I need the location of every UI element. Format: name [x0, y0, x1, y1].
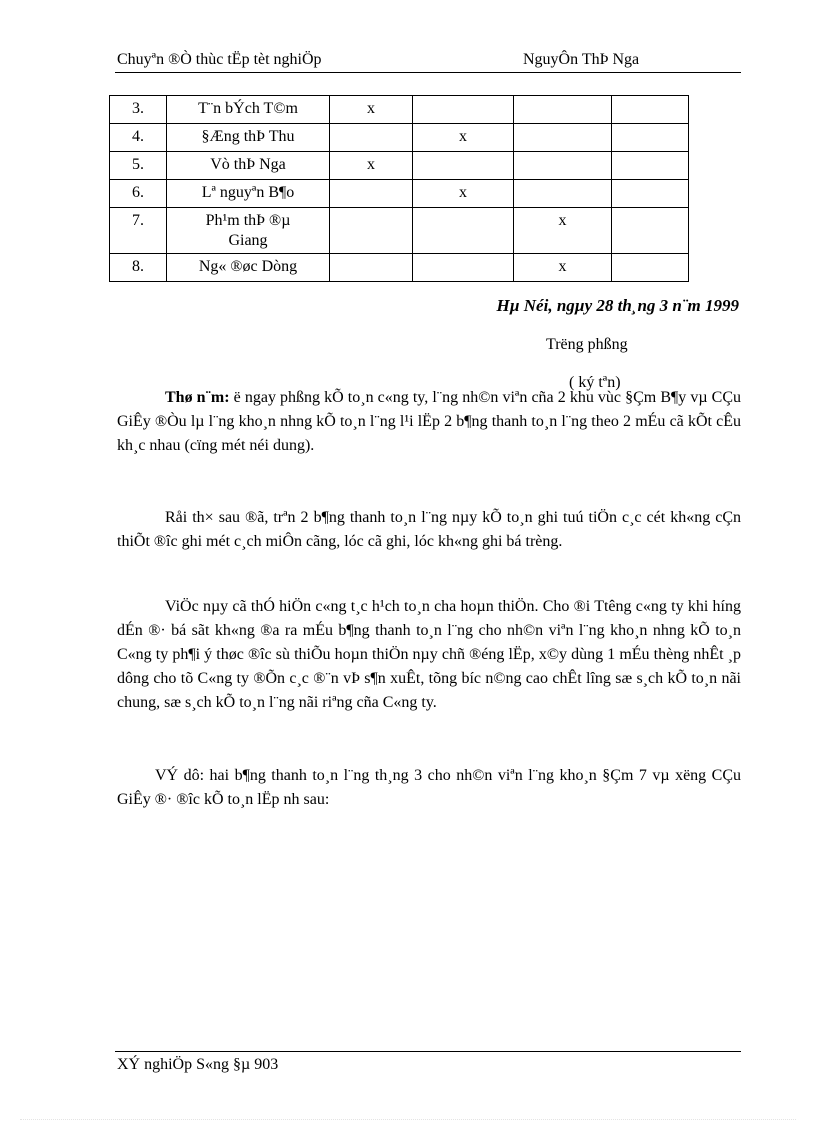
row-mark: [514, 152, 611, 155]
row-mark: [413, 254, 513, 257]
table-row: [110, 96, 689, 124]
row-mark: x: [459, 128, 467, 145]
row-name: §Æng thÞ Thu: [201, 128, 295, 145]
paragraph-4: VÝ dô: hai b¶ng thanh to¸n l¨ng th¸ng 3 cho nh©n viªn l¨ng kho¸n §Çm 7 vµ xëng CÇu GiÊy ®· ®îc kÕ to¸n lËp nh sau:: [117, 767, 741, 808]
signature-title: Trëng phßng: [546, 336, 628, 353]
row-mark: [413, 96, 513, 99]
row-mark: [514, 96, 611, 99]
header-author: NguyÔn ThÞ Nga: [523, 51, 640, 68]
page-edge-divider: [20, 1119, 796, 1120]
row-number: 6.: [132, 184, 144, 201]
row-mark: [612, 208, 688, 211]
row-number: 5.: [132, 156, 144, 173]
table-row: [110, 180, 689, 208]
row-mark: [612, 124, 688, 127]
row-name: Ng« ®øc Dòng: [198, 258, 298, 275]
row-mark: [330, 124, 412, 127]
footer-rule: [115, 1051, 741, 1052]
table-row: [110, 124, 689, 152]
row-mark: x: [367, 100, 375, 117]
paragraph-1-text: ë ngay phßng kÕ to¸n c«ng ty, l¨ng nh©n viªn cña 2 khu vùc §Çm B¶y vµ CÇu GiÊy ®Òu lµ l¨ng kho¸n nhng kÕ to¸n l¨ng l¹i lËp 2 b¶ng thanh to¸n l¨ng theo 2 mÉu cã kÕt cÊu kh¸c nhau (cïng mét néi dung).: [117, 389, 742, 454]
row-mark: [612, 96, 688, 99]
page-header: [115, 50, 741, 73]
row-mark: x: [367, 156, 375, 173]
row-mark: x: [558, 212, 567, 229]
table-row: [110, 152, 689, 180]
header-document-title: Chuyªn ®Ò thùc tËp tèt nghiÖp: [117, 51, 322, 68]
row-mark: [612, 152, 688, 155]
row-mark: [330, 180, 412, 183]
paragraph-2: Råi th× sau ®ã, trªn 2 b¶ng thanh to¸n l¨ng nµy kÕ to¸n ghi tuú tiÖn c¸c cét kh«ng cÇn thiÕt ®îc ghi mét c¸ch miÔn cãng, lóc cã ghi, lóc kh«ng ghi bá trèng.: [117, 509, 741, 550]
row-mark: [514, 124, 611, 127]
row-name: T¨n bÝch T©m: [198, 100, 298, 117]
row-number: 4.: [132, 128, 144, 145]
footer-text: XÝ nghiÖp S«ng §µ 903: [117, 1056, 279, 1073]
row-mark: [413, 152, 513, 155]
row-mark: x: [459, 184, 467, 201]
row-number: 7.: [132, 212, 144, 229]
table-row: [110, 208, 689, 254]
row-mark: [612, 180, 688, 183]
row-mark: x: [558, 258, 567, 275]
row-mark: [330, 208, 412, 211]
row-name: Ph¹m thÞ ®µ Giang: [205, 212, 291, 249]
row-mark: [514, 180, 611, 183]
staff-table: [109, 95, 689, 282]
row-name: Vò thÞ Nga: [210, 156, 286, 173]
table-row: [110, 254, 689, 282]
row-name: Lª nguyªn B¶o: [201, 184, 295, 201]
row-number: 3.: [132, 100, 144, 117]
row-mark: [612, 254, 688, 257]
row-number: 8.: [132, 258, 144, 275]
paragraph-1: [117, 386, 741, 458]
row-mark: [330, 254, 412, 257]
paragraph-3: ViÖc nµy cã thÓ hiÖn c«ng t¸c h¹ch to¸n cha hoµn thiÖn. Cho ®i Ttêng c«ng ty khi híng dÉn ®· bá sãt kh«ng ®a ra mÉu b¶ng thanh to¸n l¨ng cho nh©n viªn l¨ng kho¸n nhng kÕ to¸n C«ng ty ph¶i ý thøc ®îc sù thiÕu hoµn thiÖn nµy chñ ®éng lËp, x©y dùng 1 mÉu thèng nhÊt ¸p dông cho tõ C«ng ty ®Õn c¸c ®¨n vÞ s¶n xuÊt, tõng bíc n©ng cao chÊt lîng sæ s¸ch kÕ to¸n nãi chung, sæ s¸ch kÕ to¸n l¨ng nãi riªng cña C«ng ty.: [117, 598, 741, 711]
date-line: Hµ Néi, ngµy 28 th¸ng 3 n¨m 1999: [496, 296, 739, 315]
row-mark: [413, 208, 513, 211]
paragraph-1-label: Thø n¨m:: [165, 389, 230, 406]
signature-note: ( ký tªn): [569, 374, 621, 391]
